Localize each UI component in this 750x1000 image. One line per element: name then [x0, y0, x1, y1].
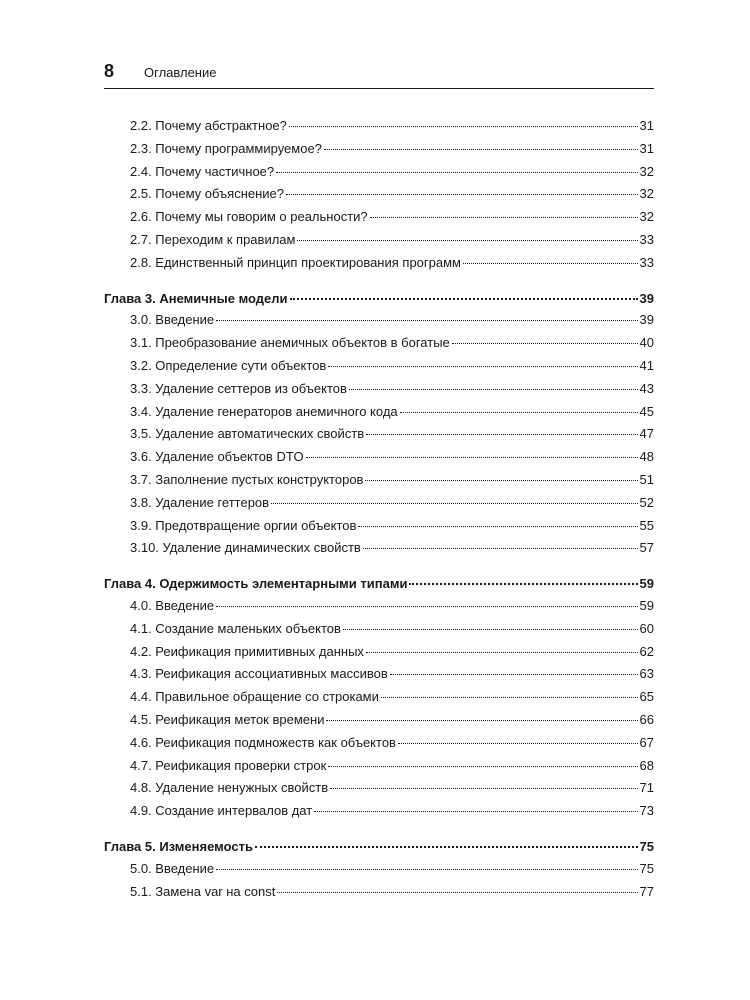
toc-entry-page: 40 — [639, 335, 654, 351]
dot-leader — [400, 399, 638, 413]
dot-leader — [306, 444, 638, 458]
dot-leader — [276, 159, 637, 173]
dot-leader — [370, 204, 638, 218]
toc-entry-page: 59 — [639, 576, 654, 592]
toc-entry-page: 39 — [639, 290, 654, 306]
toc-entry-title: 5.1. Замена var на const — [130, 883, 276, 899]
dot-leader — [314, 798, 637, 812]
dot-leader — [216, 593, 637, 607]
toc-entry-page: 47 — [639, 426, 654, 442]
toc-section-row — [104, 253, 654, 276]
dot-leader — [330, 775, 637, 789]
running-title: Оглавление — [144, 65, 217, 80]
toc-entry-title: Глава 3. Анемичные модели — [104, 290, 288, 306]
toc-entry-page: 33 — [639, 254, 654, 270]
toc-entry-title: 4.8. Удаление ненужных свойств — [130, 780, 329, 796]
table-of-contents — [104, 116, 654, 904]
toc-entry-title: 3.5. Удаление автоматических свойств — [130, 426, 365, 442]
dot-leader — [409, 570, 637, 585]
toc-entry-page: 67 — [639, 734, 654, 750]
toc-entry-title: 4.0. Введение — [130, 597, 215, 613]
toc-entry-page: 75 — [639, 838, 654, 854]
toc-entry-title: 3.1. Преобразование анемичных объектов в богатые — [130, 335, 450, 351]
toc-entry-page: 39 — [639, 312, 654, 328]
toc-entry-title: 4.7. Реификация проверки строк — [130, 757, 327, 773]
toc-entry-page: 31 — [639, 118, 654, 133]
toc-entry-title: 3.2. Определение сути объектов — [130, 357, 327, 373]
toc-entry-page: 57 — [639, 540, 654, 556]
dot-leader — [463, 250, 638, 264]
dot-leader — [277, 879, 637, 893]
dot-leader — [363, 535, 638, 549]
dot-leader — [289, 113, 638, 127]
dot-leader — [452, 330, 638, 344]
toc-entry-title: 4.3. Реификация ассоциативных массивов — [130, 666, 388, 682]
toc-entry-title: 5.0. Введение — [130, 860, 215, 876]
toc-entry-page: 32 — [639, 163, 654, 179]
dot-leader — [297, 227, 637, 241]
toc-entry-title: 3.0. Введение — [130, 312, 215, 328]
dot-leader — [286, 181, 638, 195]
toc-entry-title: 2.5. Почему объяснение? — [130, 186, 285, 202]
dot-leader — [290, 285, 638, 300]
toc-entry-page: 51 — [639, 471, 654, 487]
toc-entry-title: 4.4. Правильное обращение со строками — [130, 689, 379, 705]
toc-entry-title: 3.4. Удаление генераторов анемичного кода — [130, 403, 398, 419]
toc-entry-page: 62 — [639, 643, 654, 659]
toc-entry-page: 52 — [639, 494, 654, 510]
dot-leader — [324, 136, 638, 150]
toc-entry-title: 2.8. Единственный принцип проектирования программ — [130, 254, 461, 270]
dot-leader — [216, 856, 637, 870]
dot-leader — [328, 753, 637, 767]
toc-entry-page: 60 — [639, 620, 654, 636]
toc-entry-title: 2.6. Почему мы говорим о реальности? — [130, 209, 368, 225]
toc-section-row — [104, 538, 654, 561]
dot-leader — [271, 490, 637, 504]
toc-entry-title: 3.6. Удаление объектов DTO — [130, 449, 304, 465]
page-number: 8 — [104, 61, 115, 81]
toc-entry-page: 41 — [639, 357, 654, 373]
toc-entry-page: 33 — [639, 231, 654, 247]
toc-entry-title: 4.1. Создание маленьких объектов — [130, 620, 341, 636]
toc-entry-page: 45 — [639, 403, 654, 419]
toc-entry-page: 63 — [639, 666, 654, 682]
dot-leader — [398, 730, 638, 744]
dot-leader — [343, 616, 638, 630]
toc-entry-page: 65 — [639, 689, 654, 705]
dot-leader — [358, 513, 637, 527]
toc-entry-page: 59 — [639, 597, 654, 613]
dot-leader — [216, 307, 637, 321]
toc-entry-title: 4.9. Создание интервалов дат — [130, 803, 313, 819]
toc-entry-page: 77 — [639, 883, 654, 899]
dot-leader — [349, 376, 638, 390]
toc-entry-page: 73 — [639, 803, 654, 819]
dot-leader — [255, 833, 638, 848]
toc-entry-page: 71 — [639, 780, 654, 796]
toc-entry-title: 3.8. Удаление геттеров — [130, 494, 270, 510]
toc-entry-title: 2.4. Почему частичное? — [130, 163, 275, 179]
toc-entry-page: 48 — [639, 449, 654, 465]
toc-entry-title: 4.5. Реификация меток времени — [130, 711, 325, 727]
toc-entry-title: 4.6. Реификация подмножеств как объектов — [130, 734, 396, 750]
toc-entry-page: 43 — [639, 380, 654, 396]
toc-entry-title: 3.7. Заполнение пустых конструкторов — [130, 471, 364, 487]
dot-leader — [381, 684, 638, 698]
dot-leader — [326, 707, 637, 721]
running-header — [104, 60, 654, 89]
toc-entry-title: 3.9. Предотвращение оргии объектов — [130, 517, 357, 533]
toc-entry-page: 31 — [639, 140, 654, 156]
toc-entry-title: 3.3. Удаление сеттеров из объектов — [130, 380, 347, 396]
toc-entry-title: 2.7. Переходим к правилам — [130, 231, 296, 247]
toc-entry-title: 2.2. Почему абстрактное? — [130, 118, 287, 133]
toc-section-row — [104, 882, 654, 905]
toc-entry-title: 3.10. Удаление динамических свойств — [130, 540, 361, 556]
toc-section-row — [104, 801, 654, 824]
dot-leader — [328, 353, 637, 367]
toc-entry-page: 32 — [639, 186, 654, 202]
dot-leader — [365, 467, 637, 481]
toc-entry-title: 2.3. Почему программируемое? — [130, 140, 322, 156]
toc-entry-page: 32 — [639, 209, 654, 225]
toc-entry-page: 68 — [639, 757, 654, 773]
toc-entry-page: 55 — [639, 517, 654, 533]
toc-entry-title: Глава 4. Одержимость элементарными типами — [104, 576, 408, 592]
dot-leader — [366, 639, 638, 653]
dot-leader — [366, 421, 637, 435]
toc-entry-title: 4.2. Реификация примитивных данных — [130, 643, 364, 659]
toc-entry-title: Глава 5. Изменяемость — [104, 838, 253, 854]
dot-leader — [390, 661, 638, 675]
toc-entry-page: 66 — [639, 711, 654, 727]
toc-entry-page: 75 — [639, 860, 654, 876]
